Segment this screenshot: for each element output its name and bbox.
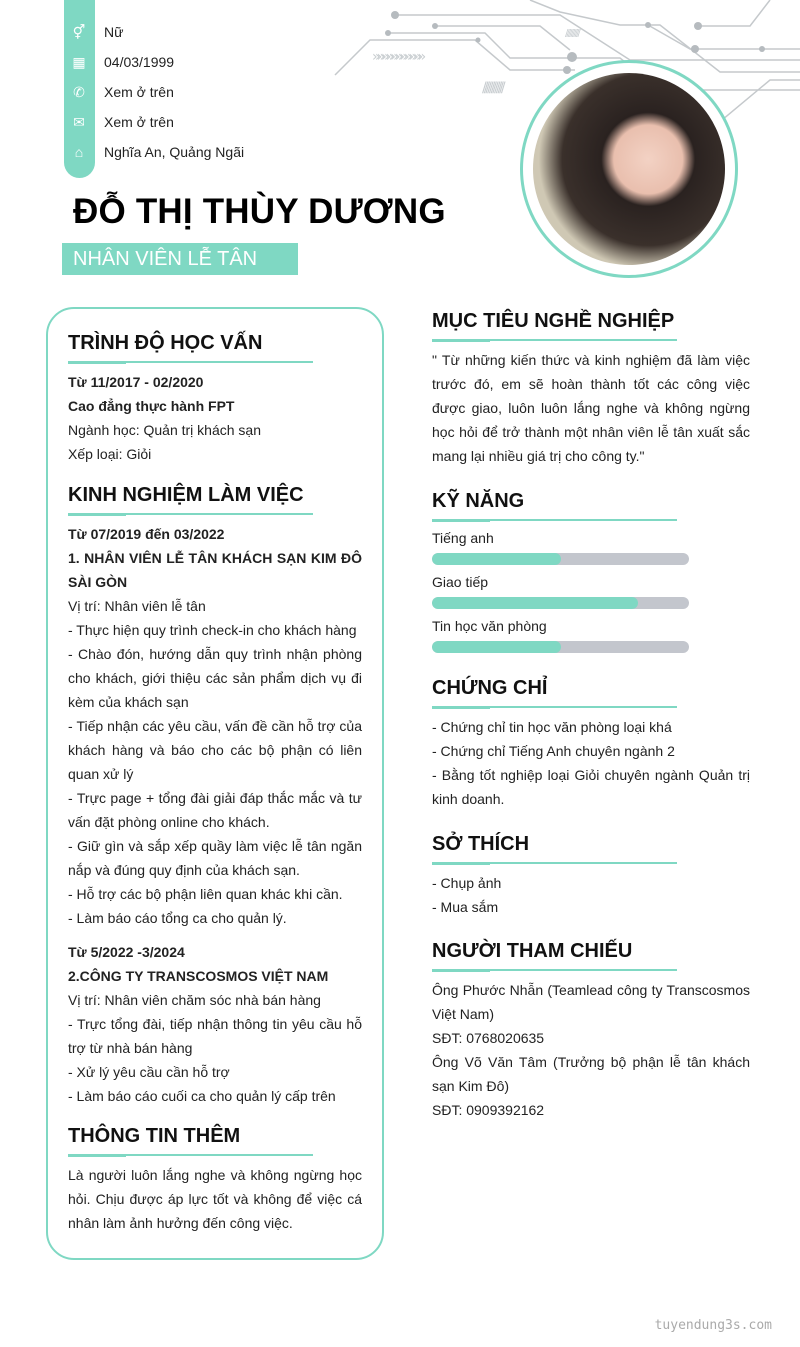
contact-item: Nữ [104, 24, 124, 40]
position-badge: NHÂN VIÊN LỄ TÂN [62, 243, 298, 275]
job-detail: - Làm báo cáo tổng ca cho quản lý. [68, 910, 287, 926]
title-underline [68, 1154, 313, 1157]
skill-label: Giao tiếp [432, 574, 489, 590]
job-company: 1. NHÂN VIÊN LỄ TÂN KHÁCH SẠN KIM ĐÔ SÀI GÒN [68, 550, 362, 590]
gender-icon: ⚥ [72, 24, 86, 40]
job-detail: - Trực page + tổng đài giải đáp thắc mắc và tư vấn đặt phòng online cho khách. [68, 790, 362, 830]
skill-bar-fill [432, 641, 561, 653]
certificate-item: - Chứng chỉ Tiếng Anh chuyên ngành 2 [432, 743, 675, 759]
mail-icon: ✉ [73, 114, 85, 130]
skill-bar-fill [432, 553, 561, 565]
education-section [68, 331, 362, 466]
title-underline [68, 513, 313, 516]
candidate-name: ĐỖ THỊ THÙY DƯƠNG [73, 192, 446, 231]
contact-item: Xem ở trên [104, 84, 174, 100]
job-entry [68, 522, 362, 930]
job-detail: - Hỗ trợ các bộ phận liên quan khác khi cần. [68, 886, 343, 902]
section-title: SỞ THÍCH [432, 833, 530, 855]
contact-item: Xem ở trên [104, 114, 174, 130]
job-detail: - Giữ gìn và sắp xếp quầy làm việc lễ tân ngăn nắp và đúng quy định của khách sạn. [68, 838, 362, 878]
svg-text:»»»»»»»»»»»: »»»»»»»»»»» [372, 49, 423, 65]
job-detail: - Thực hiện quy trình check-in cho khách hàng [68, 622, 357, 638]
title-underline [432, 706, 677, 709]
job-period: Từ 07/2019 đến 03/2022 [68, 526, 225, 542]
job-detail: - Tiếp nhận các yêu cầu, vấn đề cần hỗ trợ của khách hàng và báo cho các bộ phận có liên quan xử lý [68, 718, 362, 782]
contact-item: 04/03/1999 [104, 54, 175, 70]
certificate-item: - Bằng tốt nghiệp loại Giỏi chuyên ngành Quản trị kinh doanh. [432, 767, 750, 807]
title-underline [432, 519, 677, 522]
extra-info-text: Là người luôn lắng nghe và không ngừng học hỏi. Chịu được áp lực tốt và không để việc cá nhân làm ảnh hưởng đến công việc. [68, 1167, 362, 1231]
section-title: CHỨNG CHỈ [432, 677, 548, 699]
title-underline [432, 969, 677, 972]
job-detail: - Xử lý yêu cầu cần hỗ trợ [68, 1064, 230, 1080]
section-title: MỤC TIÊU NGHỀ NGHIỆP [432, 310, 675, 332]
job-detail: Vị trí: Nhân viên chăm sóc nhà bán hàng [68, 992, 321, 1008]
job-period: Từ 5/2022 -3/2024 [68, 944, 185, 960]
job-company: 2.CÔNG TY TRANSCOSMOS VIỆT NAM [68, 968, 329, 984]
section-title: KINH NGHIỆM LÀM VIỆC [68, 484, 304, 506]
skill-label: Tiếng anh [432, 530, 494, 546]
experience-section [68, 483, 362, 1108]
objective-text: " Từ những kiến thức và kinh nghiệm đã làm việc trước đó, em sẽ hoàn thành tốt các công việc được giao, luôn luôn lắng nghe và không ngừng học hỏi để trở thành một nhân viên lễ tân xuất sắc mang lại nhiều giá trị cho công ty." [432, 352, 750, 464]
reference-item: Ông Võ Văn Tâm (Trưởng bộ phận lễ tân khách sạn Kim Đô) [432, 1054, 750, 1094]
section-title: TRÌNH ĐỘ HỌC VẤN [68, 332, 263, 354]
title-underline [68, 361, 313, 364]
reference-item: Ông Phước Nhẫn (Teamlead công ty Transcosmos Việt Nam) [432, 982, 750, 1022]
hobby-item: - Chụp ảnh [432, 875, 502, 891]
profile-photo [533, 73, 725, 265]
job-entry [68, 940, 362, 1108]
svg-text://////////: ////////// [565, 28, 579, 39]
watermark: tuyendung3s.com [654, 1318, 772, 1333]
calendar-icon: ▦ [72, 54, 86, 70]
certificate-item: - Chứng chỉ tin học văn phòng loại khá [432, 719, 672, 735]
skill-label: Tin học văn phòng [432, 618, 547, 634]
objective-section [432, 309, 750, 468]
contact-item: Nghĩa An, Quảng Ngãi [104, 144, 245, 160]
education-period: Từ 11/2017 - 02/2020 [68, 374, 204, 390]
skill-bar [432, 641, 689, 653]
section-title: THÔNG TIN THÊM [68, 1125, 241, 1147]
job-detail: Vị trí: Nhân viên lễ tân [68, 598, 206, 614]
section-title: KỸ NĂNG [432, 490, 525, 512]
phone-icon: ✆ [73, 84, 85, 100]
job-detail: - Chào đón, hướng dẫn quy trình nhận phòng cho khách, giới thiệu các sản phẩm dịch vụ đi kèm của khách sạn [68, 646, 362, 710]
certificates-section [432, 676, 750, 811]
job-detail: - Trực tổng đài, tiếp nhận thông tin yêu cầu hỗ trợ từ nhà bán hàng [68, 1016, 362, 1056]
skill-bar-fill [432, 597, 638, 609]
references-section [432, 939, 750, 1122]
job-detail: - Làm báo cáo cuối ca cho quản lý cấp trên [68, 1088, 336, 1104]
home-icon: ⌂ [74, 144, 84, 160]
education-major: Ngành học: Quản trị khách sạn [68, 422, 262, 438]
title-underline [432, 862, 677, 865]
title-underline [432, 339, 677, 342]
extra-info-section [68, 1124, 362, 1235]
education-school: Cao đẳng thực hành FPT [68, 398, 235, 414]
avatar [520, 60, 738, 278]
hobbies-section [432, 832, 750, 919]
skill-bar [432, 597, 689, 609]
reference-item: SĐT: 0909392162 [432, 1102, 545, 1118]
education-grade: Xếp loại: Giỏi [68, 446, 152, 462]
reference-item: SĐT: 0768020635 [432, 1030, 545, 1046]
svg-text:////////////: //////////// [482, 80, 503, 96]
skills-section [432, 489, 750, 658]
hobby-item: - Mua sắm [432, 899, 499, 915]
section-title: NGƯỜI THAM CHIẾU [432, 940, 633, 962]
skill-bar [432, 553, 689, 565]
